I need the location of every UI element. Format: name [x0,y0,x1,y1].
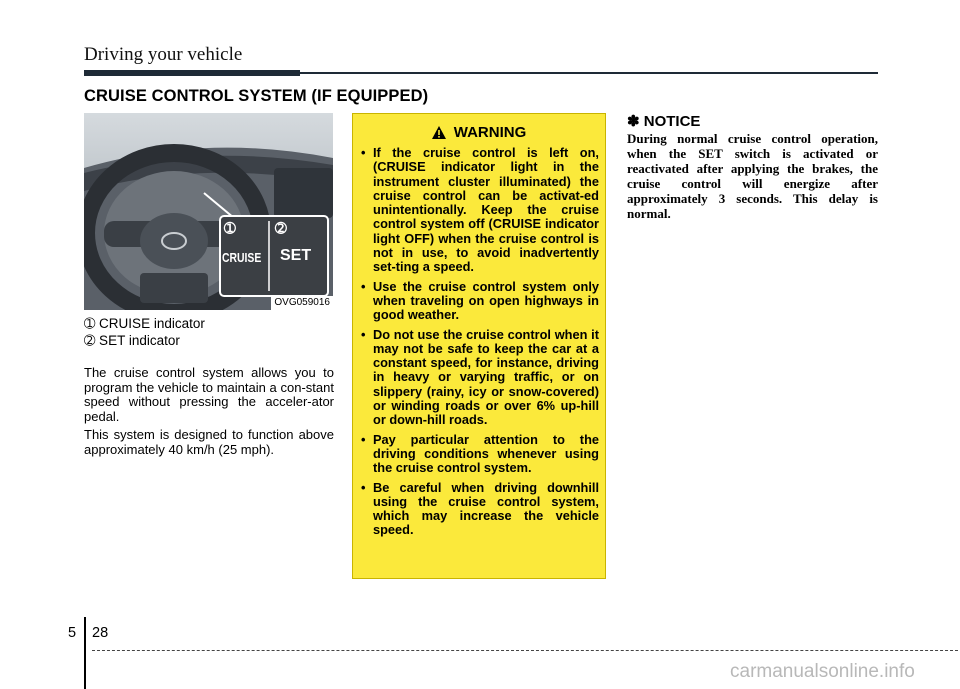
body-paragraph: This system is designed to function above approximately 40 km/h (25 mph). [84,427,334,457]
set-label: SET [280,247,312,264]
marker-2: ➁ [275,220,287,236]
watermark: carmanualsonline.info [730,661,915,682]
warning-item: • Pay particular attention to the driving conditions whenever using the cruise control system. [361,431,599,476]
header-rule [300,72,878,74]
running-header: Driving your vehicle [84,44,243,65]
caption-cruise: ➀ CRUISE indicator [84,316,205,331]
figure-code: OVG059016 [271,296,333,310]
warning-title: WARNING [453,124,527,141]
warning-item: • Do not use the cruise control when it may not be safe to keep the car at a constant speed, for instance, driving in heavy or varying traffic, or on slippery (rainy, icy or snow-covered) or winding roads or over 6% up-hill or down-hill roads. [361,326,599,428]
steering-wheel-photo [84,113,333,310]
cruise-label: CRUISE [222,250,262,265]
warning-triangle-icon [432,126,446,143]
warning-item: • Be careful when driving downhill using the cruise control system, which may increase the vehicle speed. [361,479,599,538]
marker-1: ➀ [224,220,236,236]
footer-rule [92,650,958,651]
notice-text: During normal cruise control operation, when the SET switch is activated or reactivated after applying the brakes, the cruise control will energize after approximately 3 seconds. This delay is normal. [627,131,878,221]
body-text [84,366,334,461]
caption-set: ➁ SET indicator [84,332,180,348]
page-number: 28 [92,625,109,641]
warning-box [352,113,606,579]
warning-item: • Use the cruise control system only when traveling on open highways in good weather. [361,278,599,323]
warning-heading [353,124,605,143]
header-bar [84,70,300,76]
body-paragraph: The cruise control system allows you to program the vehicle to maintain a con-stant speed without pressing the acceler-ator pedal. [84,365,334,424]
warning-list [361,146,599,543]
warning-item: • If the cruise control is left on, (CRUISE indicator light in the instrument cluster illuminated) the cruise control can be activat-ed unintentionally. Keep the cruise control system off (CRUISE indicator light OFF) when the cruise control is not in use, to avoid inadvertently set-ting a speed. [361,145,599,275]
footer-divider [84,617,86,689]
figure-captions [84,316,205,349]
notice-title: ✽ NOTICE [627,113,701,130]
section-title: CRUISE CONTROL SYSTEM (IF EQUIPPED) [84,87,429,105]
chapter-number: 5 [68,625,77,641]
